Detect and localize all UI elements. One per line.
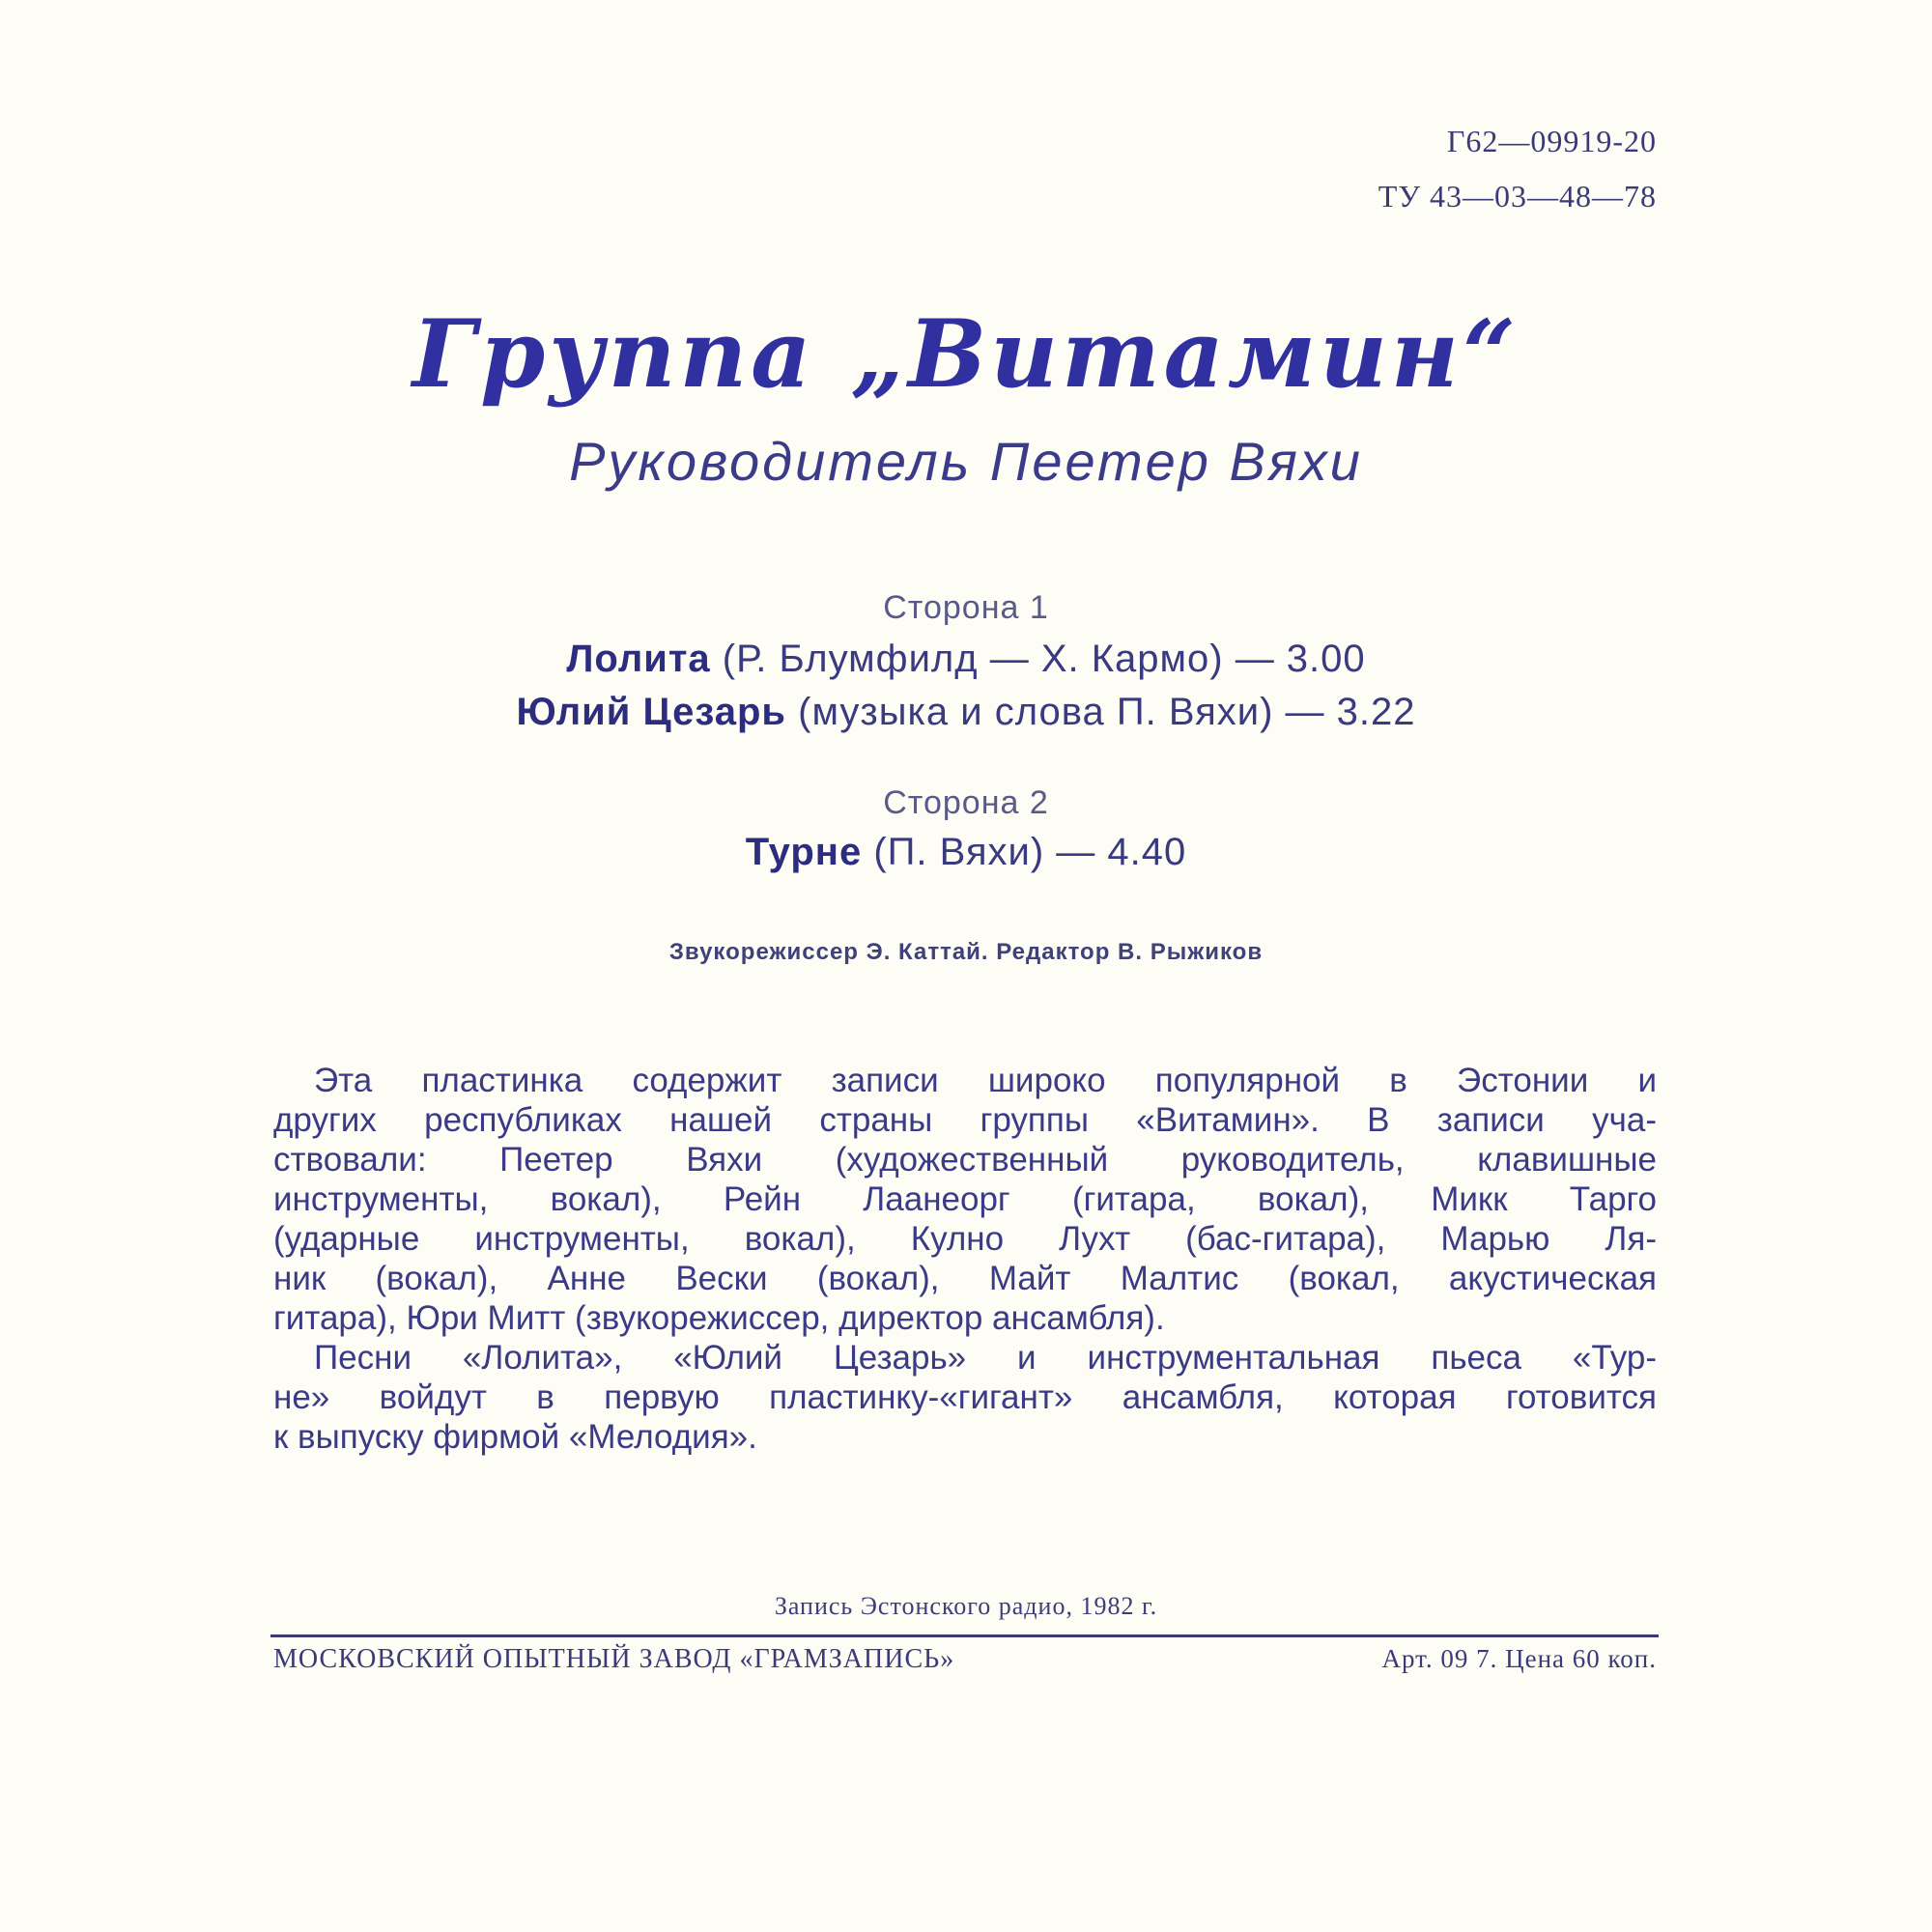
album-subtitle: Руководитель Пеетер Вяхи bbox=[569, 431, 1363, 492]
divider bbox=[270, 1634, 1659, 1637]
description-line: других республиках нашей страны группы «Витамин». В записи уча- bbox=[273, 1101, 1657, 1139]
description-line: гитара), Юри Митт (звукорежиссер, директор ансамбля). bbox=[273, 1299, 1165, 1337]
track-name: Лолита bbox=[566, 638, 711, 680]
description-line: не» войдут в первую пластинку-«гигант» ансамбля, которая готовится bbox=[273, 1378, 1657, 1416]
description-line: ник (вокал), Анне Вески (вокал), Майт Малтис (вокал, акустическая bbox=[273, 1260, 1657, 1297]
description-line: к выпуску фирмой «Мелодия». bbox=[273, 1418, 757, 1456]
track-credits: (музыка и слова П. Вяхи) — 3.22 bbox=[798, 691, 1416, 733]
track-item bbox=[0, 638, 1932, 681]
track-name: Юлий Цезарь bbox=[516, 691, 787, 733]
track-item bbox=[0, 831, 1932, 874]
description-line: инструменты, вокал), Рейн Лаанеорг (гитара, вокал), Микк Тарго bbox=[273, 1180, 1657, 1218]
price: Арт. 09 7. Цена 60 коп. bbox=[1381, 1644, 1657, 1673]
standard-code: ТУ 43—03—48—78 bbox=[1378, 179, 1657, 213]
track-credits: (П. Вяхи) — 4.40 bbox=[873, 831, 1187, 873]
catalog-number: Г62—09919-20 bbox=[1446, 124, 1657, 158]
recording-note: Запись Эстонского радио, 1982 г. bbox=[774, 1592, 1158, 1620]
track-item bbox=[0, 691, 1932, 734]
album-title: Группа „Витамин“ bbox=[412, 299, 1520, 409]
staff-credits: Звукорежиссер Э. Каттай. Редактор В. Рыжиков bbox=[668, 939, 1264, 965]
side-1-label: Сторона 1 bbox=[883, 589, 1049, 626]
description bbox=[273, 1061, 1657, 1457]
manufacturer: МОСКОВСКИЙ ОПЫТНЫЙ ЗАВОД «ГРАМЗАПИСЬ» bbox=[273, 1644, 955, 1674]
description-line: (ударные инструменты, вокал), Кулно Лухт (бас-гитара), Марью Ля- bbox=[273, 1220, 1657, 1258]
side-2-label: Сторона 2 bbox=[883, 784, 1049, 821]
description-line: Эта пластинка содержит записи широко популярной в Эстонии и bbox=[314, 1062, 1657, 1099]
track-credits: (Р. Блумфилд — Х. Кармо) — 3.00 bbox=[722, 638, 1366, 680]
description-line: ствовали: Пеетер Вяхи (художественный руководитель, клавишные bbox=[273, 1141, 1657, 1179]
track-name: Турне bbox=[745, 831, 863, 873]
description-line: Песни «Лолита», «Юлий Цезарь» и инструментальная пьеса «Тур- bbox=[314, 1339, 1657, 1377]
